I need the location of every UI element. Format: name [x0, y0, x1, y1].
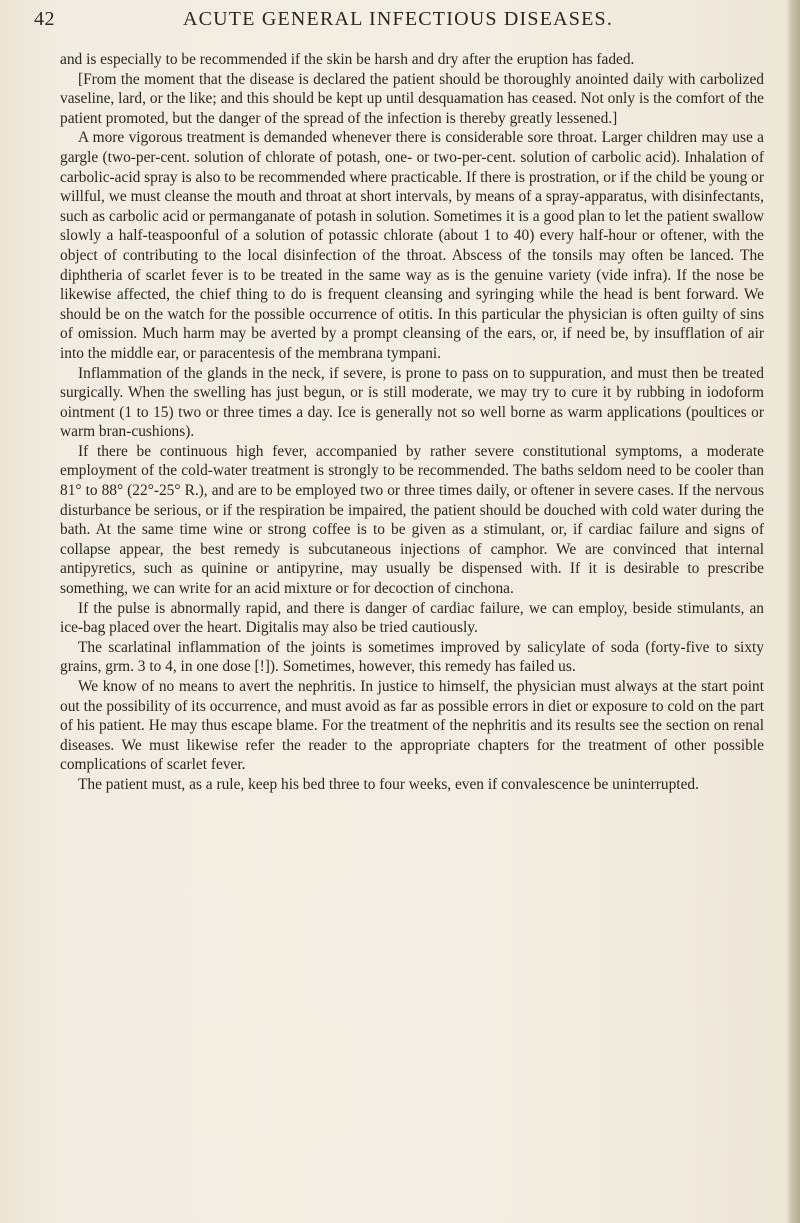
- body-text: [60, 50, 764, 795]
- paragraph-sore-throat: A more vigorous treatment is demanded whenever there is considerable sore throat. Larger children may use a gargle (two-per-cent. solution of chlorate of potash, one- or two-per-cent. solution of carbolic acid). Inhalation of carbolic-acid spray is also to be recommended where practicable. If there is prostration, or if the child be young or willful, we must cleanse the mouth and throat at short intervals, by means of a spray-apparatus, with disinfectants, such as carbolic acid or permanganate of potash in solution. Sometimes it is a good plan to let the patient swallow slowly a half-teaspoonful of a solution of potassic chlorate (about 1 to 40) every half-hour or oftener, with the object of contributing to the local disinfection of the throat. Abscess of the tonsils may often be lanced. The diphtheria of scarlet fever is to be treated in the same way as is the genuine variety (vide infra). If the nose be likewise affected, the chief thing to do is frequent cleansing and syringing while the head is bent forward. We should be on the watch for the possible occurrence of otitis. In this particular the physician is often guilty of sins of omission. Much harm may be averted by a prompt cleansing of the ears, or, if need be, by insufflation of air into the middle ear, or paracentesis of the membrana tympani.: [60, 129, 764, 362]
- paragraph-pulse: If the pulse is abnormally rapid, and there is danger of cardiac failure, we can employ, beside stimulants, an ice-bag placed over the heart. Digitalis may also be tried cautiously.: [60, 599, 764, 637]
- running-title: ACUTE GENERAL INFECTIOUS DISEASES.: [182, 8, 614, 30]
- paragraph-continuation: and is especially to be recommended if the skin be harsh and dry after the eruption has faded.: [60, 51, 635, 68]
- paragraph-nephritis: We know of no means to avert the nephritis. In justice to himself, the physician must always at the start point out the possibility of its occurrence, and must avoid as far as possible errors in diet or exposure to cold on the part of his patient. He may thus escape blame. For the treatment of the nephritis and its results see the section on renal diseases. We must likewise refer the reader to the appropriate chapters for the treatment of other possible complications of scarlet fever.: [60, 678, 764, 774]
- paragraph-joints: The scarlatinal inflammation of the joints is sometimes improved by salicylate of soda (forty-five to sixty grains, grm. 3 to 4, in one dose [!]). Sometimes, however, this remedy has failed us.: [60, 638, 764, 676]
- paragraph-anointing: [From the moment that the disease is declared the patient should be thoroughly anointed daily with carbolized vaseline, lard, or the like; and this should be kept up until desquamation has ceased. Not only is the comfort of the patient promoted, but the danger of the spread of the infection is thereby greatly lessened.]: [60, 70, 764, 127]
- paragraph-glands: Inflammation of the glands in the neck, if severe, is prone to pass on to suppuration, and must then be treated surgically. When the swelling has just begun, or is still moderate, we may try to cure it by rubbing in iodoform ointment (1 to 15) two or three times a day. Ice is generally not so well borne as warm applications (poultices or warm bran-cushions).: [60, 364, 764, 441]
- paragraph-bed-rest: The patient must, as a rule, keep his bed three to four weeks, even if convalescence be uninterrupted.: [78, 775, 699, 793]
- page-number: 42: [34, 8, 55, 30]
- page-spine-shadow: [786, 0, 800, 1223]
- page-header: [34, 8, 762, 38]
- paragraph-fever: If there be continuous high fever, accompanied by rather severe constitutional symptoms, a moderate employment of the cold-water treatment is strongly to be recommended. The baths seldom need to be cooler than 81° to 88° (22°-25° R.), and are to be employed two or three times daily, or oftener in severe cases. If the nervous disturbance be serious, or if the respiration be impaired, the patient should be douched with cold water during the bath. At the same time wine or strong coffee is to be given as a stimulant, or, if cardiac failure and signs of collapse appear, the best remedy is subcutaneous injections of camphor. We are convinced that internal antipyretics, such as quinine or antipyrine, may usually be dispensed with. If it is desirable to prescribe something, we can write for an acid mixture or for decoction of cinchona.: [60, 442, 764, 598]
